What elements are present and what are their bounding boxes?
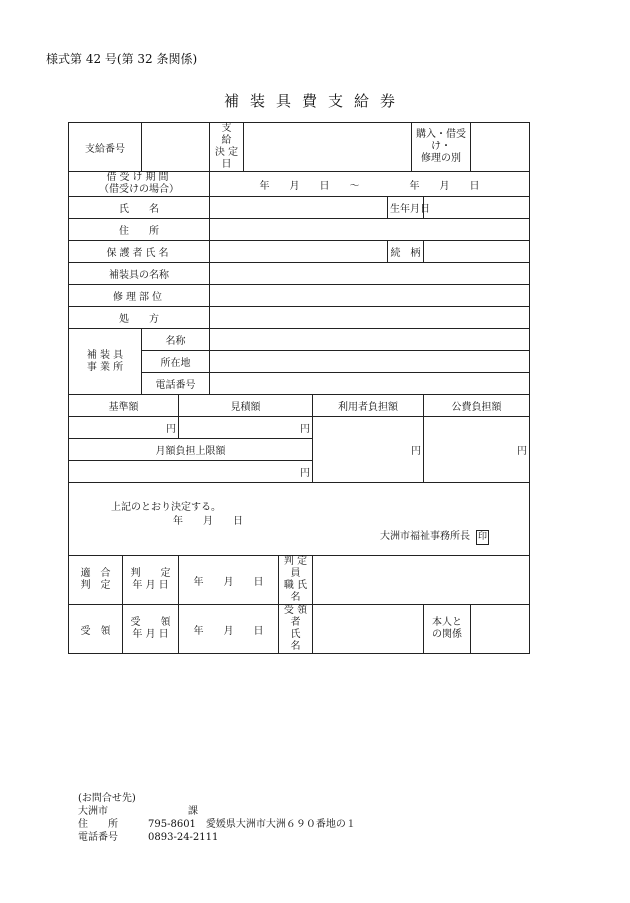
relation-label: 続 柄 <box>388 241 424 263</box>
contact-heading: (お問合せ先) <box>78 793 136 804</box>
dob-value[interactable] <box>424 197 530 219</box>
receipt-date-label: 受 領 年 月 日 <box>123 605 179 654</box>
name-label: 氏 名 <box>69 197 210 219</box>
vendor-phone-value[interactable] <box>210 373 530 395</box>
decision-date-value[interactable] <box>244 123 412 172</box>
user-burden-value[interactable]: 円 <box>313 417 424 483</box>
address-label: 住 所 <box>69 219 210 241</box>
user-burden-label: 利用者負担額 <box>313 395 424 417</box>
device-name-value[interactable] <box>210 263 530 285</box>
receiver-name-value[interactable] <box>313 605 424 654</box>
vendor-name-label: 名称 <box>142 329 210 351</box>
estimate-amount-value[interactable]: 円 <box>179 417 313 439</box>
lease-period-value[interactable]: 年 月 日 〜 年 月 日 <box>210 172 530 197</box>
public-burden-label: 公費負担額 <box>424 395 530 417</box>
receipt-label: 受 領 <box>69 605 123 654</box>
relation-to-person-label: 本人と の関係 <box>424 605 471 654</box>
decision-text: 上記のとおり決定する。 <box>111 502 221 513</box>
category-label: 購入・借受け・ 修理の別 <box>412 123 471 172</box>
receiver-name-label: 受 領 者 氏 名 <box>279 605 313 654</box>
page-title: 補装具費支給券 <box>223 92 406 110</box>
prescription-value[interactable] <box>210 307 530 329</box>
payment-no-value[interactable] <box>142 123 210 172</box>
decision-date-label: 支 給 決 定 日 <box>210 123 244 172</box>
repair-part-label: 修理部位 <box>69 285 210 307</box>
base-amount-label: 基準額 <box>69 395 179 417</box>
vendor-location-label: 所在地 <box>142 351 210 373</box>
vendor-name-value[interactable] <box>210 329 530 351</box>
decision-date: 年 月 日 <box>173 516 243 527</box>
lease-period-label: 借受け期間 （借受けの場合） <box>69 172 210 197</box>
prescription-label: 処 方 <box>69 307 210 329</box>
judge-name-label: 判 定 員 職 氏 名 <box>279 556 313 605</box>
vendor-label: 補 装 具 事 業 所 <box>69 329 142 395</box>
receipt-date-value[interactable]: 年 月 日 <box>179 605 279 654</box>
judge-date-label: 判 定 年 月 日 <box>123 556 179 605</box>
name-value[interactable] <box>210 197 388 219</box>
estimate-amount-label: 見積額 <box>179 395 313 417</box>
payment-voucher-form <box>68 122 530 654</box>
vendor-phone-label: 電話番号 <box>142 373 210 395</box>
public-burden-value[interactable]: 円 <box>424 417 530 483</box>
contact-phone: 電話番号 0893-24-2111 <box>78 832 219 843</box>
monthly-limit-value[interactable]: 円 <box>69 461 313 483</box>
fit-judgment-label: 適 合 判 定 <box>69 556 123 605</box>
monthly-limit-label: 月額負担上限額 <box>69 439 313 461</box>
base-amount-value[interactable]: 円 <box>69 417 179 439</box>
form-number: 様式第 42 号(第 32 条関係) <box>46 52 198 66</box>
guardian-value[interactable] <box>210 241 388 263</box>
address-value[interactable] <box>210 219 530 241</box>
device-name-label: 補装具の名称 <box>69 263 210 285</box>
category-value[interactable] <box>471 123 530 172</box>
judge-name-value[interactable] <box>313 556 530 605</box>
payment-no-label: 支給番号 <box>69 123 142 172</box>
decision-section <box>69 483 530 556</box>
repair-part-value[interactable] <box>210 285 530 307</box>
contact-address: 住 所 795-8601 愛媛県大洲市大洲６９０番地の１ <box>78 819 356 830</box>
contact-info <box>78 792 356 844</box>
office-signature: 大洲市福祉事務所長 印 <box>380 527 489 545</box>
guardian-label: 保護者氏名 <box>69 241 210 263</box>
seal-mark: 印 <box>476 530 489 545</box>
relation-to-person-value[interactable] <box>471 605 530 654</box>
judge-date-value[interactable]: 年 月 日 <box>179 556 279 605</box>
relation-value[interactable] <box>424 241 530 263</box>
dob-label: 生年月日 <box>388 197 424 219</box>
vendor-location-value[interactable] <box>210 351 530 373</box>
contact-city: 大洲市 課 <box>78 806 198 817</box>
